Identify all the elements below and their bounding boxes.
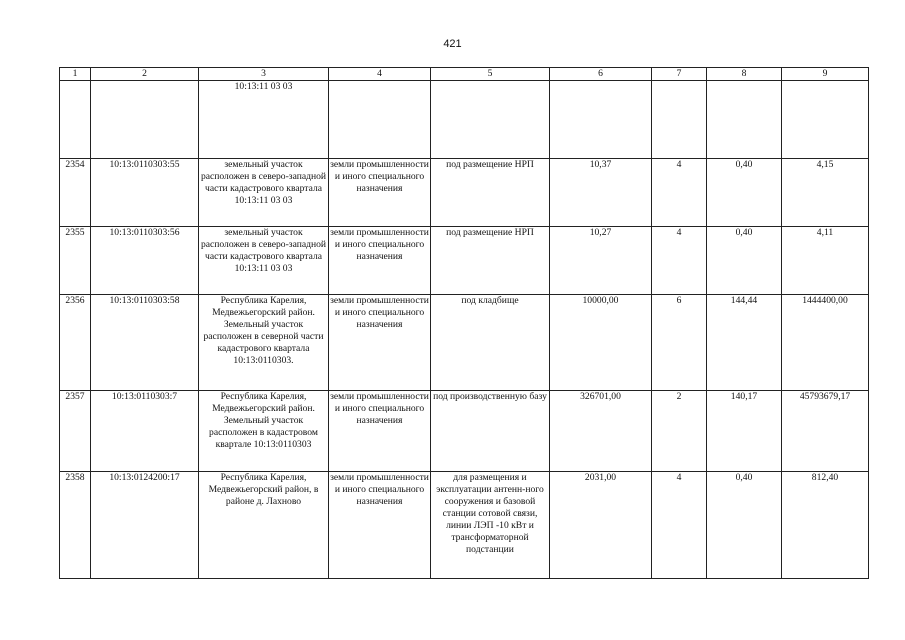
cadastral-number-cell: 10:13:0110303:58 <box>91 295 199 391</box>
column-header: 1 <box>60 68 91 81</box>
column-header: 4 <box>329 68 431 81</box>
row-number-cell: 2357 <box>60 391 91 472</box>
table-row <box>60 227 869 295</box>
land-category-cell: земли промышленности и иного специального назначения <box>329 159 431 227</box>
column-header: 3 <box>199 68 329 81</box>
permitted-use-cell: под размещение НРП <box>431 227 550 295</box>
column-header: 6 <box>550 68 652 81</box>
location-cell: земельный участок расположен в северо-западной части кадастрового квартала 10:13:11 03 03 <box>199 159 329 227</box>
rate-cell: 144,44 <box>707 295 782 391</box>
rate-cell: 140,17 <box>707 391 782 472</box>
cadastral-value-cell: 4,15 <box>782 159 869 227</box>
cadastral-value-cell <box>782 81 869 159</box>
area-cell: 10,27 <box>550 227 652 295</box>
land-registry-table <box>59 67 869 579</box>
land-category-cell: земли промышленности и иного специального назначения <box>329 227 431 295</box>
table-row <box>60 472 869 579</box>
location-cell: земельный участок расположен в северо-западной части кадастрового квартала 10:13:11 03 03 <box>199 227 329 295</box>
area-cell: 2031,00 <box>550 472 652 579</box>
cadastral-number-cell: 10:13:0110303:7 <box>91 391 199 472</box>
group-cell: 6 <box>652 295 707 391</box>
column-header: 2 <box>91 68 199 81</box>
table-row <box>60 295 869 391</box>
page-number: 421 <box>443 38 462 50</box>
cadastral-number-cell: 10:13:0110303:56 <box>91 227 199 295</box>
land-category-cell: земли промышленности и иного специального назначения <box>329 295 431 391</box>
row-number-cell <box>60 81 91 159</box>
location-cell: 10:13:11 03 03 <box>199 81 329 159</box>
permitted-use-cell: под размещение НРП <box>431 159 550 227</box>
area-cell: 10,37 <box>550 159 652 227</box>
rate-cell: 0,40 <box>707 159 782 227</box>
group-cell: 4 <box>652 159 707 227</box>
land-category-cell: земли промышленности и иного специального назначения <box>329 391 431 472</box>
rate-cell <box>707 81 782 159</box>
cadastral-value-cell: 1444400,00 <box>782 295 869 391</box>
column-header: 5 <box>431 68 550 81</box>
group-cell: 4 <box>652 472 707 579</box>
cadastral-value-cell: 4,11 <box>782 227 869 295</box>
row-number-cell: 2356 <box>60 295 91 391</box>
row-number-cell: 2355 <box>60 227 91 295</box>
land-category-cell: земли промышленности и иного специального назначения <box>329 472 431 579</box>
permitted-use-cell: под производственную базу <box>431 391 550 472</box>
row-number-cell: 2354 <box>60 159 91 227</box>
continuation-row <box>60 81 869 159</box>
cadastral-number-cell: 10:13:0124200:17 <box>91 472 199 579</box>
header-row <box>60 68 869 81</box>
cadastral-number-cell: 10:13:0110303:55 <box>91 159 199 227</box>
group-cell <box>652 81 707 159</box>
row-number-cell: 2358 <box>60 472 91 579</box>
permitted-use-cell: под кладбище <box>431 295 550 391</box>
permitted-use-cell: для размещения и эксплуатации антенн-ного сооружения и базовой станции сотовой связи, линии ЛЭП -10 кВт и трансформаторной подстанции <box>431 472 550 579</box>
cadastral-value-cell: 45793679,17 <box>782 391 869 472</box>
rate-cell: 0,40 <box>707 227 782 295</box>
cadastral-value-cell: 812,40 <box>782 472 869 579</box>
area-cell <box>550 81 652 159</box>
column-header: 7 <box>652 68 707 81</box>
permitted-use-cell <box>431 81 550 159</box>
table-row <box>60 391 869 472</box>
location-cell: Республика Карелия, Медвежьегорский район, в районе д. Лахново <box>199 472 329 579</box>
table-row <box>60 159 869 227</box>
land-category-cell <box>329 81 431 159</box>
column-header: 9 <box>782 68 869 81</box>
group-cell: 4 <box>652 227 707 295</box>
group-cell: 2 <box>652 391 707 472</box>
area-cell: 10000,00 <box>550 295 652 391</box>
rate-cell: 0,40 <box>707 472 782 579</box>
area-cell: 326701,00 <box>550 391 652 472</box>
cadastral-number-cell <box>91 81 199 159</box>
column-header: 8 <box>707 68 782 81</box>
location-cell: Республика Карелия, Медвежьегорский район. Земельный участок расположен в кадастровом квартале 10:13:0110303 <box>199 391 329 472</box>
location-cell: Республика Карелия, Медвежьегорский район. Земельный участок расположен в северной части кадастрового квартала 10:13:0110303. <box>199 295 329 391</box>
